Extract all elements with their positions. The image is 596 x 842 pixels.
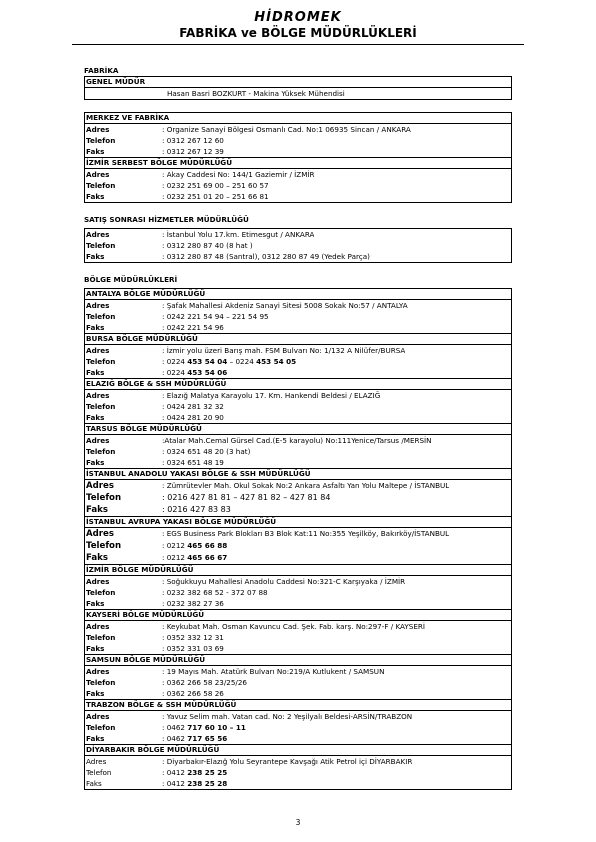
izmir-telefon: : 0232 382 68 52 - 372 07 88 [162,588,268,597]
faks-label: Faks [86,458,105,467]
trabzon-telefon-row [85,722,511,733]
genel-mudur-name: Hasan Basri BOZKURT - Makina Yüksek Mühendisi [167,89,345,98]
bolge-block [84,288,512,790]
merkez-izmir-block [84,112,512,203]
elazig-title: ELAZIĞ BÖLGE & SSH MÜDÜRLÜĞÜ [85,378,511,390]
merkez-faks: : 0312 267 12 39 [162,147,224,156]
trabzon-faks-row [85,733,511,744]
trabzon-faks: : 0462 717 65 56 [162,734,228,743]
istanbul-anadolu-title: İSTANBUL ANADOLU YAKASI BÖLGE & SSH MÜDÜRLÜĞÜ [85,468,511,480]
antalya-adres: : Şafak Mahallesi Akdeniz Sanayi Sitesi 5008 Sokak No:57 / ANTALYA [162,301,408,310]
telefon-label: Telefon [86,181,116,190]
kayseri-adres-row [85,621,511,632]
istanbul-avrupa-faks: : 0212 465 66 67 [162,553,228,562]
faks-label: Faks [86,413,105,422]
diyarbakir-faks: : 0412 238 25 28 [162,779,228,788]
faks-label: Faks [86,779,102,788]
adres-label: Adres [86,346,110,355]
istanbul-avrupa-faks-row [85,552,511,564]
adres-label: Adres [86,481,114,491]
telefon-label: Telefon [86,241,116,250]
faks-label: Faks [86,734,105,743]
satis-faks-row [85,251,511,262]
istanbul-avrupa-telefon: : 0212 465 66 88 [162,541,228,550]
izmir-adres-row [85,576,511,587]
samsun-adres-row [85,666,511,677]
faks-label: Faks [86,252,105,261]
faks-label: Faks [86,192,105,201]
telefon-label: Telefon [86,447,116,456]
kayseri-faks: : 0352 331 03 69 [162,644,224,653]
telefon-label: Telefon [86,136,116,145]
telefon-label: Telefon [86,768,112,777]
istanbul-avrupa-adres: : EGS Business Park Blokları B3 Blok Kat:11 No:355 Yeşilköy, Bakırköy/İSTANBUL [162,529,450,538]
adres-label: Adres [86,125,110,134]
izmir-title: İZMİR BÖLGE MÜDÜRLÜĞÜ [85,564,511,576]
izmir-serbest-faks-row [85,191,511,202]
elazig-faks-row [85,412,511,423]
section-label-bolge: BÖLGE MÜDÜRLÜKLERİ [84,275,178,284]
page-title: FABRİKA ve BÖLGE MÜDÜRLÜKLERİ [179,26,417,40]
bursa-adres: : İzmir yolu üzeri Barış mah. FSM Bulvarı No: 1/132 A Nilüfer/BURSA [162,346,406,355]
samsun-adres: : 19 Mayıs Mah. Atatürk Bulvarı No:219/A Kutlukent / SAMSUN [162,667,385,676]
company-logo: HİDROMEK [254,10,342,25]
merkez-faks-row [85,146,511,157]
tarsus-telefon: : 0324 651 48 20 (3 hat) [162,447,251,456]
adres-label: Adres [86,391,110,400]
diyarbakir-title: DİYARBAKIR BÖLGE MÜDÜRLÜĞÜ [85,744,511,756]
bursa-telefon: : 0224 453 54 04 – 0224 453 54 05 [162,357,297,366]
istanbul-anadolu-telefon-row [85,492,511,504]
bursa-telefon-row [85,356,511,367]
istanbul-avrupa-title: İSTANBUL AVRUPA YAKASI BÖLGE MÜDÜRLÜĞÜ [85,516,511,528]
faks-label: Faks [86,147,105,156]
document-body [84,66,512,790]
tarsus-title: TARSUS BÖLGE MÜDÜRLÜĞÜ [85,423,511,435]
adres-label: Adres [86,170,110,179]
kayseri-title: KAYSERİ BÖLGE MÜDÜRLÜĞÜ [85,609,511,621]
istanbul-anadolu-faks-row [85,504,511,516]
izmir-serbest-adres: : Akay Caddesi No: 144/1 Gaziemir / İZMİR [162,170,315,179]
bursa-adres-row [85,345,511,356]
diyarbakir-faks-row [85,778,511,789]
adres-label: Adres [86,622,110,631]
tarsus-adres: :Atalar Mah.Cemal Gürsel Cad.(E-5 karayolu) No:111Yenice/Tarsus /MERSİN [162,436,432,445]
telefon-label: Telefon [86,723,116,732]
istanbul-anadolu-adres-row [85,480,511,492]
faks-label: Faks [86,553,108,563]
faks-label: Faks [86,644,105,653]
diyarbakir-telefon-row [85,767,511,778]
samsun-faks-row [85,688,511,699]
kayseri-telefon: : 0352 332 12 31 [162,633,224,642]
izmir-faks-row [85,598,511,609]
telefon-label: Telefon [86,588,116,597]
telefon-label: Telefon [86,493,122,503]
samsun-telefon: : 0362 266 58 23/25/26 [162,678,247,687]
izmir-serbest-telefon: : 0232 251 69 00 – 251 60 57 [162,181,269,190]
bursa-faks: : 0224 453 54 06 [162,368,228,377]
tarsus-faks-row [85,457,511,468]
diyarbakir-adres: : Diyarbakır-Elazığ Yolu Seyrantepe Kavşağı Atik Petrol içi DİYARBAKIR [162,757,413,766]
tarsus-faks: : 0324 651 48 19 [162,458,224,467]
page-number: 3 [295,818,301,827]
samsun-telefon-row [85,677,511,688]
bursa-title: BURSA BÖLGE MÜDÜRLÜĞÜ [85,333,511,345]
faks-label: Faks [86,368,105,377]
telefon-label: Telefon [86,312,116,321]
kayseri-telefon-row [85,632,511,643]
istanbul-anadolu-faks: : 0216 427 83 83 [162,505,231,514]
izmir-adres: : Soğukkuyu Mahallesi Anadolu Caddesi No:321-C Karşıyaka / İZMİR [162,577,406,586]
samsun-title: SAMSUN BÖLGE MÜDÜRLÜĞÜ [85,654,511,666]
izmir-serbest-adres-row [85,169,511,180]
section-label-fabrika: FABRİKA [84,66,119,75]
tarsus-telefon-row [85,446,511,457]
merkez-telefon: : 0312 267 12 60 [162,136,224,145]
istanbul-avrupa-telefon-row [85,540,511,552]
trabzon-adres: : Yavuz Selim mah. Vatan cad. No: 2 Yeşilyalı Beldesi-ARSİN/TRABZON [162,712,413,721]
satis-telefon: : 0312 280 87 40 (8 hat ) [162,241,253,250]
izmir-serbest-title: İZMİR SERBEST BÖLGE MÜDÜRLÜĞÜ [85,157,511,169]
antalya-adres-row [85,300,511,311]
faks-label: Faks [86,323,105,332]
faks-label: Faks [86,599,105,608]
satis-telefon-row [85,240,511,251]
adres-label: Adres [86,436,110,445]
diyarbakir-telefon: : 0412 238 25 25 [162,768,228,777]
istanbul-anadolu-adres: : Zümrütevler Mah. Okul Sokak No:2 Ankara Asfaltı Yan Yolu Maltepe / İSTANBUL [162,481,450,490]
genel-mudur-title: GENEL MÜDÜR [85,77,511,88]
elazig-telefon-row [85,401,511,412]
adres-label: Adres [86,667,110,676]
section-label-satis-sonrasi: SATIŞ SONRASI HİZMETLER MÜDÜRLÜĞÜ [84,215,249,224]
telefon-label: Telefon [86,357,116,366]
istanbul-anadolu-telefon: : 0216 427 81 81 – 427 81 82 – 427 81 84 [162,493,331,502]
telefon-label: Telefon [86,633,116,642]
izmir-telefon-row [85,587,511,598]
samsun-faks: : 0362 266 58 26 [162,689,224,698]
elazig-faks: : 0424 281 20 90 [162,413,224,422]
merkez-telefon-row [85,135,511,146]
elazig-adres-row [85,390,511,401]
merkez-adres-row [85,124,511,135]
telefon-label: Telefon [86,402,116,411]
satis-sonrasi-block [84,228,512,263]
merkez-title: MERKEZ VE FABRİKA [85,113,511,124]
adres-label: Adres [86,529,114,539]
trabzon-adres-row [85,711,511,722]
elazig-adres: : Elazığ Malatya Karayolu 17. Km. Hankendi Beldesi / ELAZIĞ [162,391,381,400]
antalya-faks-row [85,322,511,333]
merkez-adres: : Organize Sanayi Bölgesi Osmanlı Cad. No:1 06935 Sincan / ANKARA [162,125,411,134]
antalya-faks: : 0242 221 54 96 [162,323,224,332]
satis-adres: : İstanbul Yolu 17.km. Etimesgut / ANKARA [162,230,315,239]
izmir-faks: : 0232 382 27 36 [162,599,224,608]
adres-label: Adres [86,757,107,766]
adres-label: Adres [86,577,110,586]
antalya-telefon: : 0242 221 54 94 – 221 54 95 [162,312,269,321]
izmir-serbest-faks: : 0232 251 01 20 – 251 66 81 [162,192,269,201]
title-divider [72,44,524,45]
adres-label: Adres [86,230,110,239]
kayseri-faks-row [85,643,511,654]
satis-faks: : 0312 280 87 48 (Santral), 0312 280 87 49 (Yedek Parça) [162,252,370,261]
izmir-serbest-telefon-row [85,180,511,191]
adres-label: Adres [86,712,110,721]
telefon-label: Telefon [86,678,116,687]
adres-label: Adres [86,301,110,310]
satis-adres-row [85,229,511,240]
bursa-faks-row [85,367,511,378]
genel-mudur-block [84,76,512,100]
istanbul-avrupa-adres-row [85,528,511,540]
trabzon-title: TRABZON BÖLGE & SSH MÜDÜRLÜĞÜ [85,699,511,711]
trabzon-telefon: : 0462 717 60 10 – 11 [162,723,246,732]
telefon-label: Telefon [86,541,122,551]
antalya-telefon-row [85,311,511,322]
faks-label: Faks [86,505,108,515]
faks-label: Faks [86,689,105,698]
tarsus-adres-row [85,435,511,446]
diyarbakir-adres-row [85,756,511,767]
antalya-title: ANTALYA BÖLGE MÜDÜRLÜĞÜ [85,289,511,300]
elazig-telefon: : 0424 281 32 32 [162,402,224,411]
kayseri-adres: : Keykubat Mah. Osman Kavuncu Cad. Şek. Fab. karş. No:297-F / KAYSERİ [162,622,426,631]
